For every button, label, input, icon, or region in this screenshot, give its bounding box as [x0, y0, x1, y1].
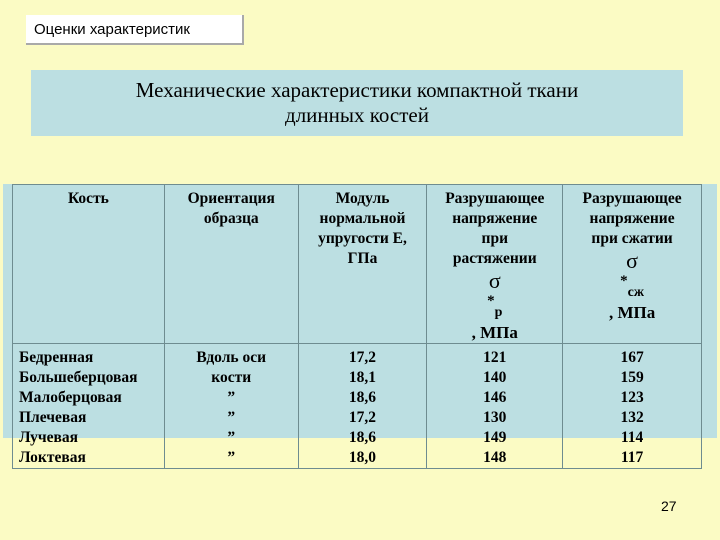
bone-properties-table [12, 184, 702, 469]
header-row [13, 185, 702, 344]
orientation-column: Вдоль оси кости ” ” ” ” [164, 344, 298, 469]
header-compression: Разрушающее напряжение при сжатии σ *$_{сж}$ , МПа [563, 185, 702, 344]
slide-title [31, 70, 683, 136]
bone-column: Бедренная Большеберцовая Малоберцовая Плечевая Лучевая Локтевая [13, 344, 165, 469]
header-bone: Кость [13, 185, 165, 344]
tension-symbol: σ *$_р$ , МПа [471, 268, 518, 343]
header-modulus: Модуль нормальной упругости E, ГПа [298, 185, 427, 344]
header-tension: Разрушающее напряжение при растяжении σ *$_р$ , МПа [427, 185, 563, 344]
compression-column: 167 159 123 132 114 117 [563, 344, 702, 469]
table-panel [3, 184, 717, 467]
tension-column: 121 140 146 130 149 148 [427, 344, 563, 469]
table-row [13, 344, 702, 469]
section-tag: Оценки характеристик [26, 15, 244, 45]
page-number: 27 [661, 498, 677, 514]
title-line-1: Механические характеристики компактной ткани [135, 78, 579, 102]
modulus-column: 17,2 18,1 18,6 17,2 18,6 18,0 [298, 344, 427, 469]
header-orientation: Ориентация образца [164, 185, 298, 344]
title-line-2: длинных костей [285, 103, 429, 127]
compression-symbol: σ *$_{сж}$ , МПа [608, 248, 656, 323]
